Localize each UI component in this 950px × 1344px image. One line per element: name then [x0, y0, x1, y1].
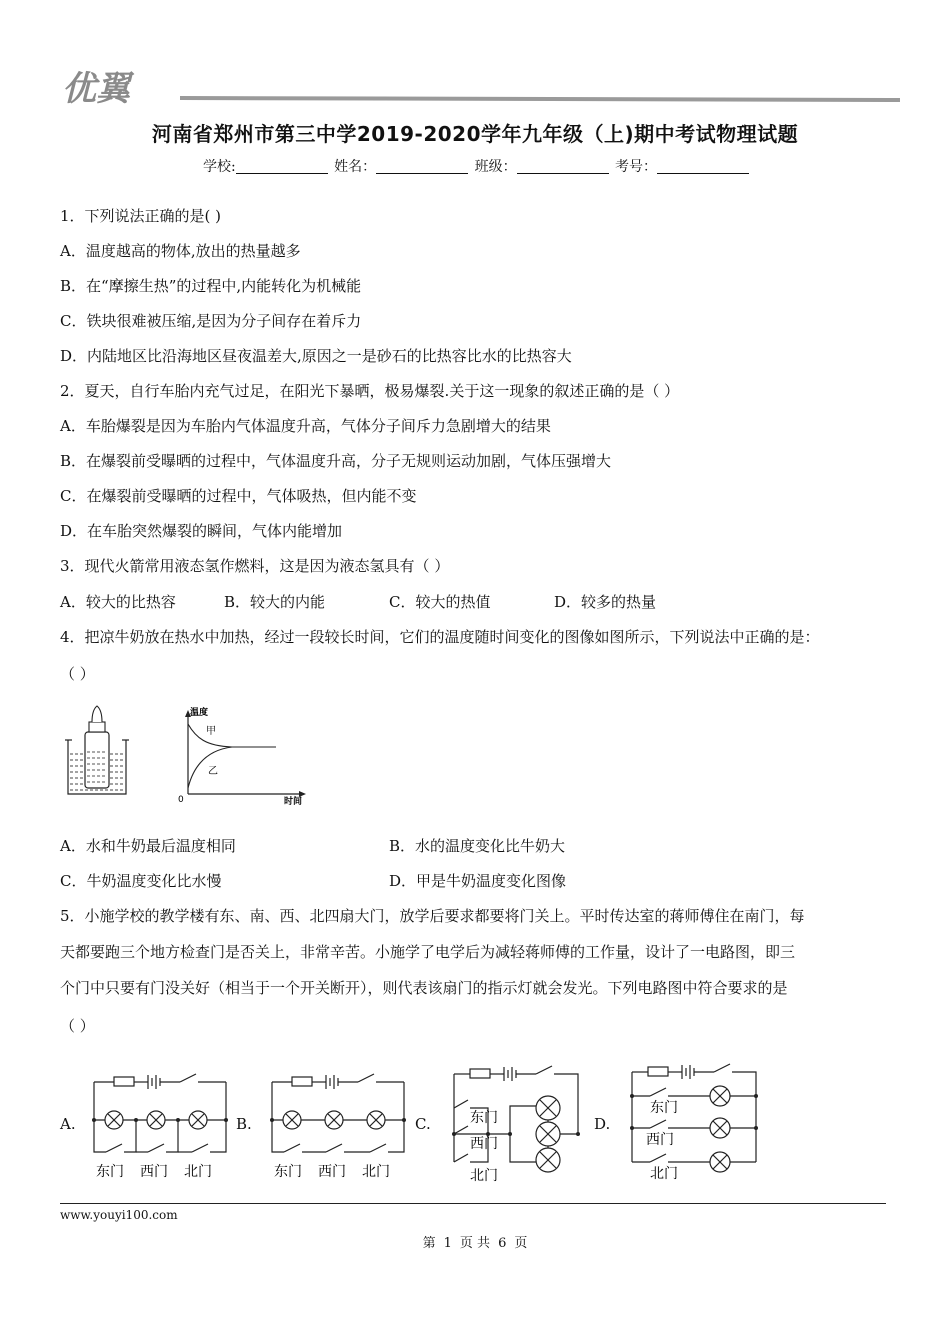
class-label: 班级： [474, 159, 517, 175]
curve-yi [188, 747, 276, 788]
footer-url: www.youyi100.com [60, 1208, 178, 1222]
q4-stem: 4．把凉牛奶放在热水中加热，经过一段较长时间，它们的温度随时间变化的图像如图所示，下列说法中正确的是： [60, 628, 820, 646]
page-title: 河南省郑州市第三中学2019-2020学年九年级（上)期中考试物理试题 [151, 122, 799, 146]
circuit-a [88, 1068, 234, 1186]
curve-jia [188, 724, 276, 747]
page-total: 6 [498, 1236, 507, 1251]
door-west-label: 西门 [140, 1164, 168, 1180]
door-west-label: 西门 [470, 1136, 498, 1152]
class-blank [517, 159, 609, 174]
circuit-d [626, 1058, 762, 1186]
q1-option-d: D．内陆地区比沿海地区昼夜温差大,原因之一是砂石的比热容比水的比热容大 [60, 347, 572, 365]
q5-option-c-label: C. [415, 1115, 431, 1133]
student-info [0, 156, 950, 176]
q3-option-d: D．较多的热量 [554, 593, 657, 611]
door-east-label: 东门 [650, 1100, 678, 1116]
q5-option-a-label: A. [60, 1115, 76, 1133]
graph-y-label: 温度 [190, 708, 209, 718]
q2-option-c: C．在爆裂前受曝晒的过程中，气体吸热，但内能不变 [60, 487, 417, 505]
q3-option-a: A．较大的比热容 [60, 593, 176, 611]
q1-option-c: C．铁块很难被压缩,是因为分子间存在着斥力 [60, 312, 362, 330]
door-north-label: 北门 [650, 1166, 678, 1182]
q1-stem: 1．下列说法正确的是( ) [60, 207, 222, 225]
q4-paren: （ ） [60, 665, 95, 683]
page-suffix: 页 [514, 1236, 528, 1251]
exam-no-blank [657, 159, 749, 174]
q3-stem: 3．现代火箭常用液态氢作燃料，这是因为液态氢具有（ ） [60, 557, 450, 575]
door-north-label: 北门 [470, 1168, 498, 1184]
logo-rule [180, 96, 900, 102]
header-logo [60, 62, 900, 108]
q4-option-c: C．牛奶温度变化比水慢 [60, 872, 222, 890]
page-current: 1 [443, 1236, 452, 1251]
q5-line-2: 天都要跑三个地方检查门是否关上，非常辛苦。小施学了电学后为减轻蒋师傅的工作量，设计了一电路图，即三 [60, 943, 796, 961]
q5-line-3: 个门中只要有门没关好（相当于一个开关断开），则代表该扇门的指示灯就会发光。下列电路图中符合要求的是 [60, 979, 788, 997]
q2-option-a: A．车胎爆裂是因为车胎内气体温度升高，气体分子间斥力急剧增大的结果 [60, 417, 551, 435]
q5-option-b-label: B. [236, 1115, 252, 1133]
page-prefix: 第 [422, 1236, 436, 1251]
logo-text: 优翼 [62, 69, 130, 108]
door-east-label: 东门 [274, 1164, 302, 1180]
school-blank [236, 159, 328, 174]
q2-stem: 2．夏天，自行车胎内充气过足，在阳光下暴晒，极易爆裂.关于这一现象的叙述正确的是（ ） [60, 382, 680, 400]
door-east-label: 东门 [96, 1164, 124, 1180]
q1-option-b: B．在“摩擦生热”的过程中,内能转化为机械能 [60, 277, 362, 295]
circuit-c [448, 1060, 584, 1188]
q4-temperature-graph [172, 702, 312, 808]
graph-x-label: 时间 [284, 797, 303, 807]
school-label: 学校: [202, 159, 236, 175]
q1-option-a: A．温度越高的物体,放出的热量越多 [60, 242, 301, 260]
page-number [0, 1232, 950, 1251]
q3-option-b: B．较大的内能 [224, 593, 326, 611]
q4-option-a: A．水和牛奶最后温度相同 [60, 837, 236, 855]
door-north-label: 北门 [184, 1164, 212, 1180]
q4-option-d: D．甲是牛奶温度变化图像 [389, 872, 567, 890]
footer-divider [60, 1203, 886, 1204]
q4-beaker-figure [64, 702, 134, 798]
curve-jia-label: 甲 [206, 726, 216, 737]
name-label: 姓名： [334, 159, 377, 175]
graph-origin: 0 [178, 795, 184, 805]
q4-option-b: B．水的温度变化比牛奶大 [389, 837, 566, 855]
door-east-label: 东门 [470, 1110, 498, 1126]
q3-option-c: C．较大的热值 [389, 593, 491, 611]
q5-paren: （ ） [60, 1017, 95, 1035]
q2-option-b: B．在爆裂前受曝晒的过程中，气体温度升高，分子无规则运动加剧，气体压强增大 [60, 452, 612, 470]
door-north-label: 北门 [362, 1164, 390, 1180]
door-west-label: 西门 [318, 1164, 346, 1180]
exam-no-label: 考号： [615, 159, 658, 175]
door-west-label: 西门 [646, 1132, 674, 1148]
curve-yi-label: 乙 [208, 766, 218, 777]
q2-option-d: D．在车胎突然爆裂的瞬间，气体内能增加 [60, 522, 343, 540]
circuit-b [266, 1068, 412, 1186]
q5-line-1: 5．小施学校的教学楼有东、南、西、北四扇大门，放学后要求都要将门关上。平时传达室的蒋师傅住在南门，每 [60, 907, 805, 925]
page-mid: 页 共 [459, 1236, 491, 1251]
q5-option-d-label: D. [594, 1115, 611, 1133]
name-blank [376, 159, 468, 174]
